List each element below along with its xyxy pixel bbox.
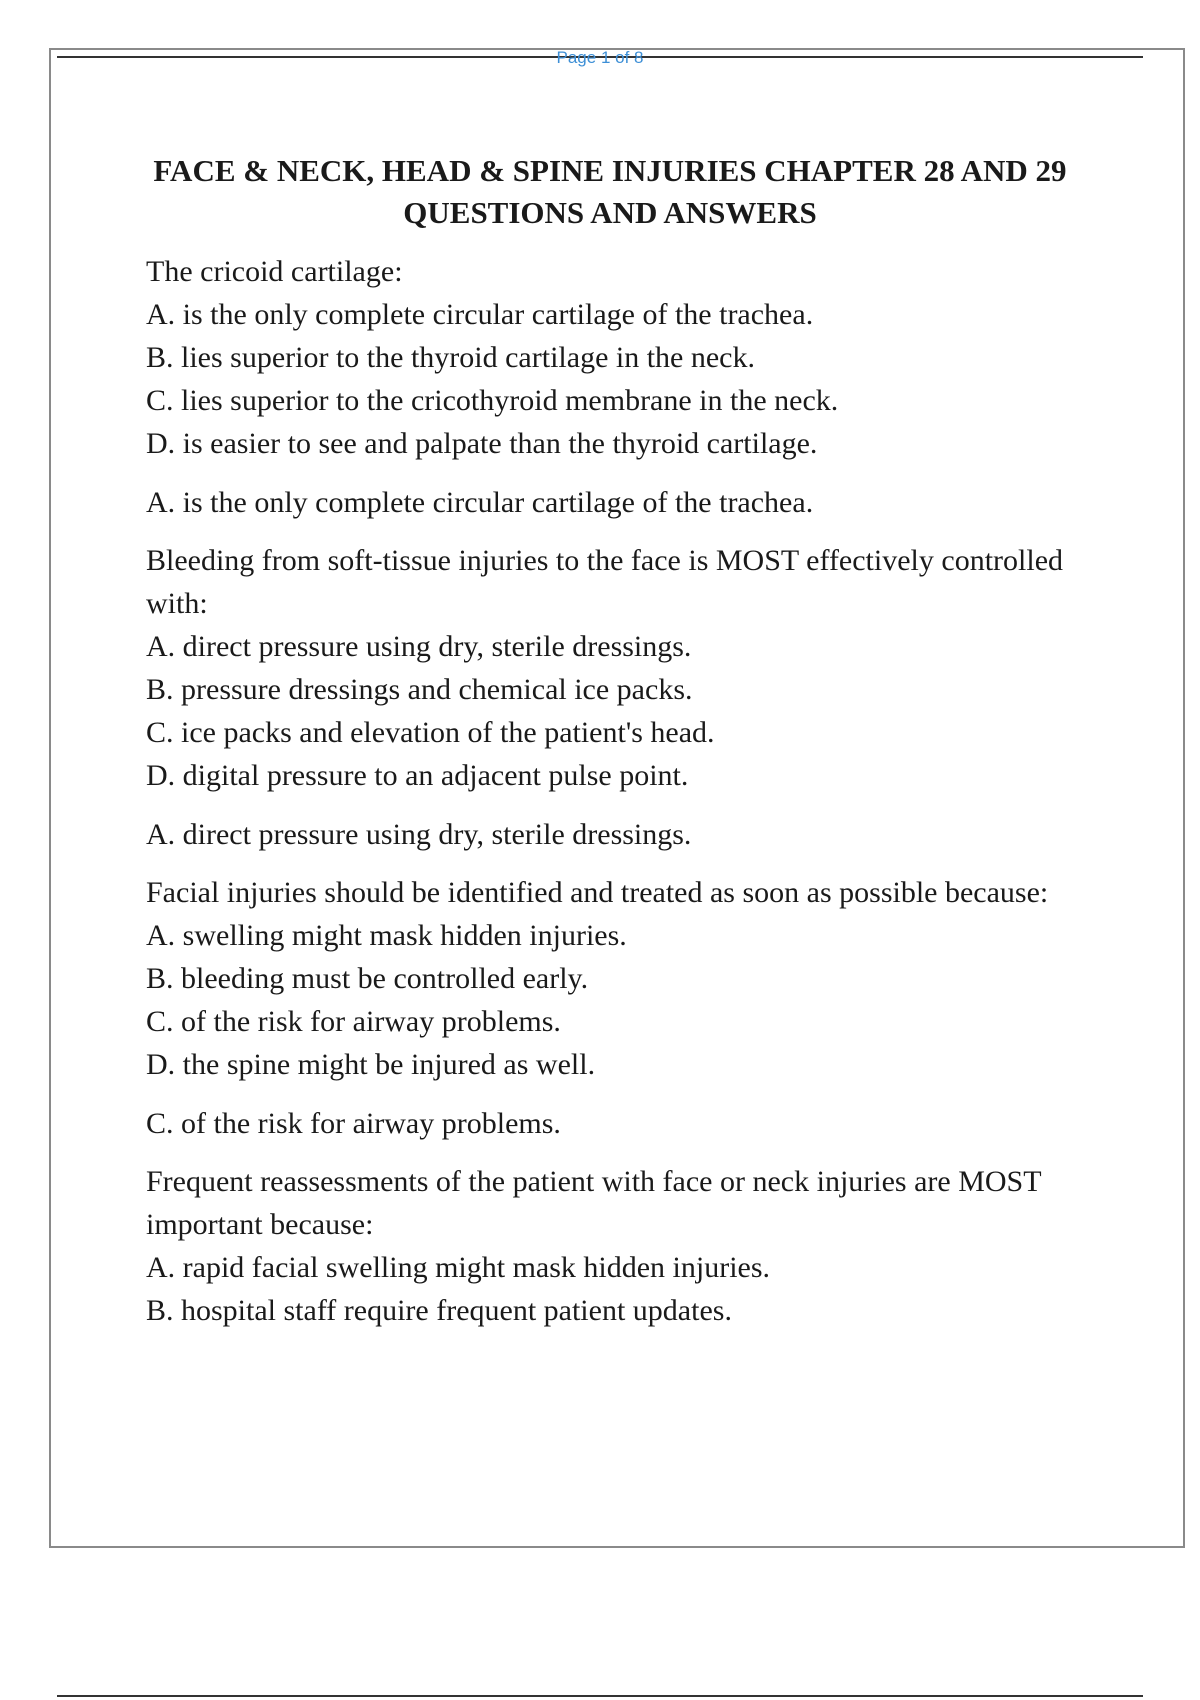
question-item: [146, 1160, 1106, 1332]
option-d: D. digital pressure to an adjacent pulse point.: [146, 759, 689, 792]
option-a: A. swelling might mask hidden injuries.: [146, 919, 627, 952]
question-block: [146, 539, 1106, 797]
question-text: Facial injuries should be identified and treated as soon as possible because:: [146, 876, 1049, 909]
question-block: [146, 250, 1106, 465]
option-d: D. the spine might be injured as well.: [146, 1048, 596, 1081]
option-b: B. bleeding must be controlled early.: [146, 962, 589, 995]
document-title: FACE & NECK, HEAD & SPINE INJURIES CHAPTER 28 AND 29 QUESTIONS AND ANSWERS: [153, 153, 1067, 230]
footer-rule: [57, 1695, 1143, 1697]
question-item: [146, 250, 1106, 524]
answer-text: A. is the only complete circular cartilage of the trachea.: [146, 486, 814, 519]
option-d: D. is easier to see and palpate than the thyroid cartilage.: [146, 427, 818, 460]
option-a: A. direct pressure using dry, sterile dressings.: [146, 630, 692, 663]
option-b: B. pressure dressings and chemical ice packs.: [146, 673, 693, 706]
question-text: The cricoid cartilage:: [146, 255, 403, 288]
option-a: A. rapid facial swelling might mask hidden injuries.: [146, 1251, 771, 1284]
answer-text: C. of the risk for airway problems.: [146, 1107, 561, 1140]
question-text: Bleeding from soft-tissue injuries to the face is MOST effectively controlled with:: [146, 544, 1064, 620]
option-b: B. lies superior to the thyroid cartilage in the neck.: [146, 341, 755, 374]
page-number: Page 1 of 8: [556, 48, 644, 67]
answer-text: A. direct pressure using dry, sterile dressings.: [146, 818, 692, 851]
question-item: [146, 539, 1106, 856]
option-c: C. ice packs and elevation of the patient's head.: [146, 716, 715, 749]
question-block: [146, 871, 1106, 1086]
option-c: C. of the risk for airway problems.: [146, 1005, 561, 1038]
option-c: C. lies superior to the cricothyroid membrane in the neck.: [146, 384, 839, 417]
question-text: Frequent reassessments of the patient with face or neck injuries are MOST important because:: [146, 1165, 1042, 1241]
question-item: [146, 871, 1106, 1145]
question-list: [146, 250, 1106, 1348]
option-b: B. hospital staff require frequent patient updates.: [146, 1294, 732, 1327]
question-block: [146, 1160, 1106, 1332]
option-a: A. is the only complete circular cartilage of the trachea.: [146, 298, 814, 331]
